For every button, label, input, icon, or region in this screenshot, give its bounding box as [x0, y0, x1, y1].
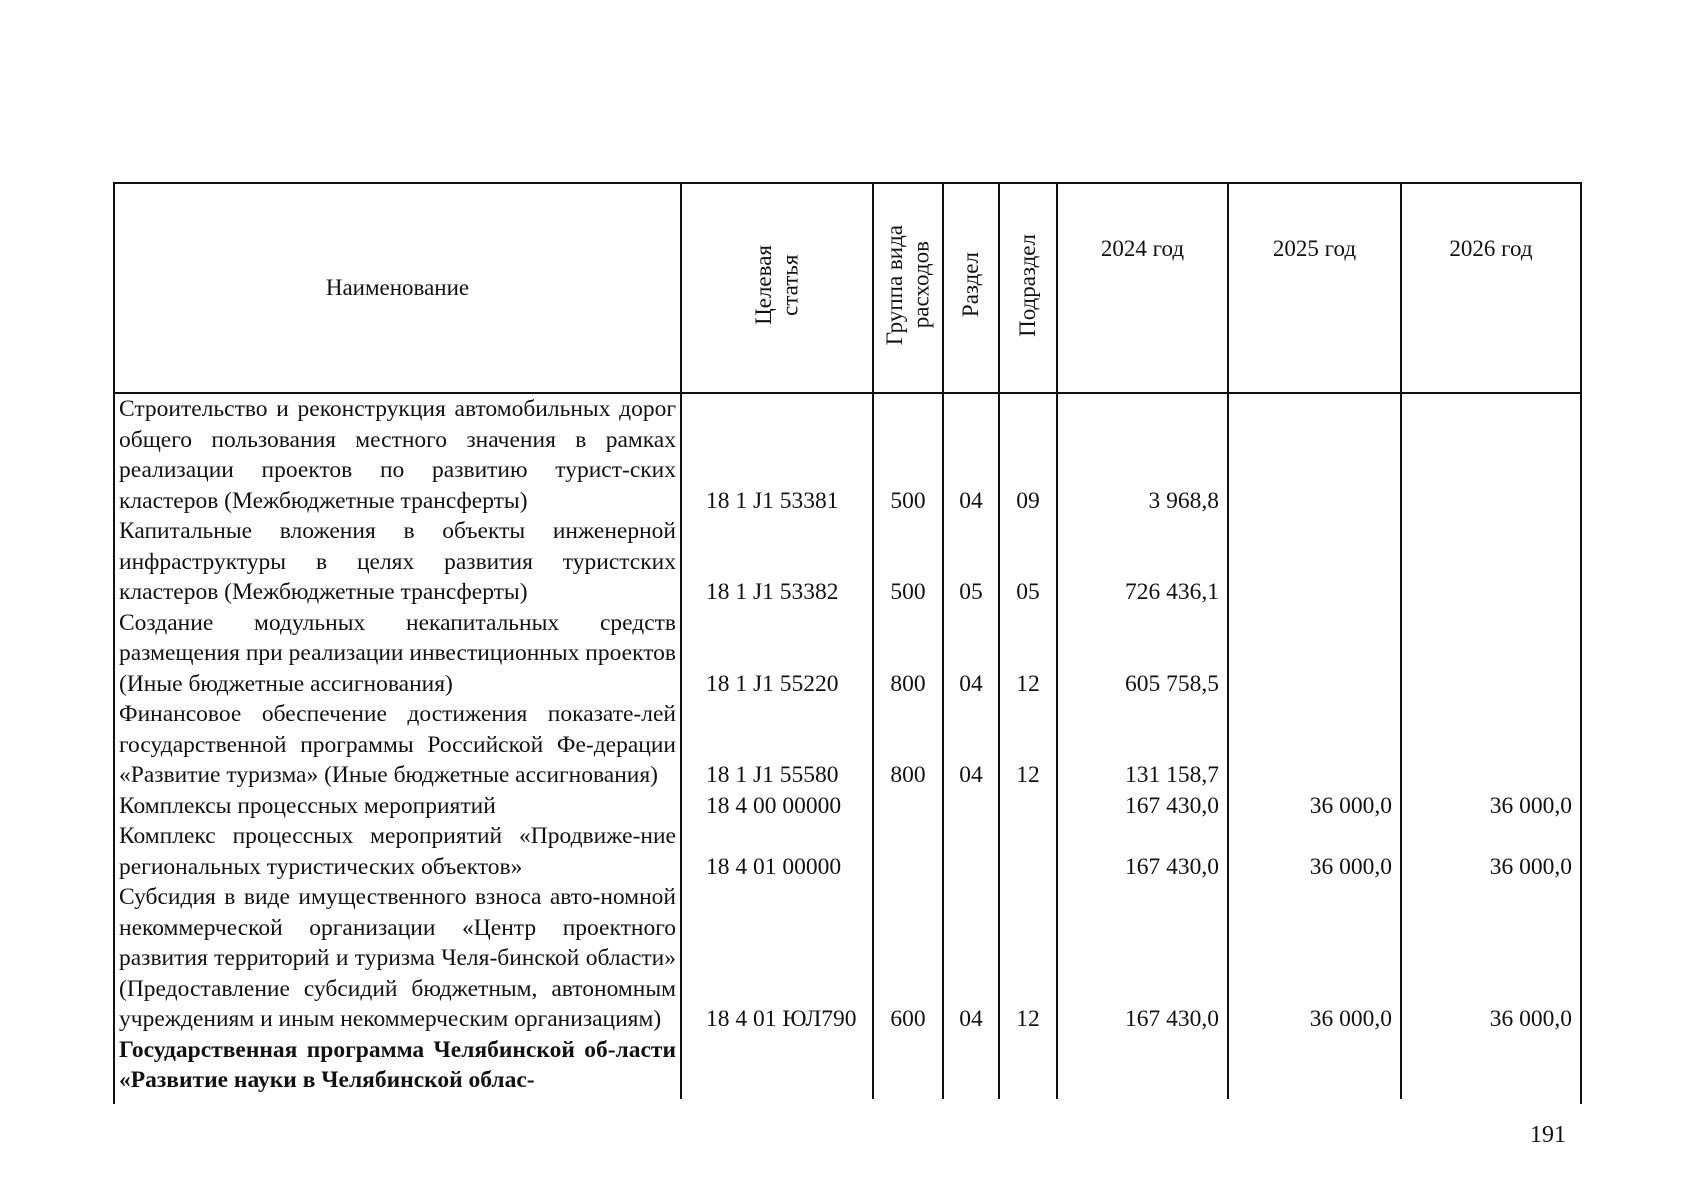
row-name: Капитальные вложения в объекты инженерной инфраструктуры в целях развития туристских кластеров (Межбюджетные трансферты) — [115, 516, 681, 608]
table-row — [115, 1035, 1580, 1099]
budget-table-frame — [113, 182, 1582, 1104]
row-amount-2024: 131 158,7 — [1057, 699, 1228, 791]
row-amount-2024: 3 968,8 — [1057, 393, 1228, 516]
row-amount-2026 — [1401, 699, 1580, 791]
row-target-article: 18 4 01 00000 — [681, 821, 873, 882]
row-subsection — [999, 791, 1057, 822]
row-amount-2025 — [1228, 608, 1401, 700]
row-expense-group: 800 — [873, 608, 943, 700]
row-amount-2025 — [1228, 699, 1401, 791]
row-target-article: 18 1 J1 55220 — [681, 608, 873, 700]
header-2024: 2024 год — [1057, 184, 1228, 393]
table-row — [115, 608, 1580, 700]
row-amount-2026: 36 000,0 — [1489, 853, 1572, 880]
row-section — [943, 1035, 999, 1099]
header-name: Наименование — [115, 184, 681, 393]
row-expense-group: 800 — [873, 699, 943, 791]
row-target-article: 18 4 01 ЮЛ790 — [681, 882, 873, 1035]
row-name: Финансовое обеспечение достижения показате-лей государственной программы Российской Фе-дерации «Развитие туризма» (Иные бюджетные ассигнования) — [115, 699, 681, 791]
row-expense-group — [873, 821, 943, 882]
row-amount-2025 — [1228, 516, 1401, 608]
row-expense-group — [873, 1035, 943, 1099]
table-row — [115, 882, 1580, 1035]
header-target-line2: статья — [777, 254, 802, 316]
row-section: 04 — [943, 882, 999, 1035]
row-section: 05 — [943, 516, 999, 608]
row-amount-2024 — [1057, 1035, 1228, 1099]
header-group-line2: расходов — [908, 241, 933, 329]
row-section: 04 — [943, 699, 999, 791]
header-target-article — [681, 184, 873, 393]
row-section: 04 — [943, 393, 999, 516]
row-expense-group: 500 — [873, 393, 943, 516]
row-target-article: 18 4 00 00000 — [681, 791, 873, 822]
row-amount-2025 — [1228, 393, 1401, 516]
row-name: Комплекс процессных мероприятий «Продвиже-ние региональных туристических объектов» — [115, 821, 681, 882]
row-amount-2024: 726 436,1 — [1057, 516, 1228, 608]
row-amount-2025 — [1228, 1035, 1401, 1099]
table-row — [115, 791, 1580, 822]
budget-table — [115, 184, 1580, 1099]
table-row — [115, 821, 1580, 882]
row-amount-2026: 36 000,0 — [1489, 792, 1572, 819]
row-name: Государственная программа Челябинской об-ласти «Развитие науки в Челябинской облас- — [115, 1035, 681, 1099]
row-target-article — [681, 1035, 873, 1099]
row-subsection: 12 — [999, 608, 1057, 700]
table-row — [115, 699, 1580, 791]
header-2026: 2026 год — [1401, 184, 1580, 393]
page-number: 191 — [1530, 1122, 1566, 1148]
row-expense-group: 600 — [873, 882, 943, 1035]
header-row — [115, 184, 1580, 393]
row-target-article: 18 1 J1 53381 — [681, 393, 873, 516]
row-amount-2025: 36 000,0 — [1228, 882, 1401, 1035]
row-amount-2024: 167 430,0 — [1057, 882, 1228, 1035]
row-expense-group: 500 — [873, 516, 943, 608]
row-amount-2026 — [1401, 1035, 1580, 1099]
header-group-line1: Группа вида — [881, 224, 907, 346]
row-subsection: 12 — [999, 699, 1057, 791]
header-expense-group — [873, 184, 943, 393]
header-subsection-label: Подраздел — [1014, 233, 1040, 337]
row-amount-2024: 605 758,5 — [1057, 608, 1228, 700]
row-target-article: 18 1 J1 55580 — [681, 699, 873, 791]
row-subsection — [999, 1035, 1057, 1099]
row-expense-group — [873, 791, 943, 822]
table-row — [115, 393, 1580, 516]
row-name: Строительство и реконструкция автомобильных дорог общего пользования местного значения в рамках реализации проектов по развитию турист-ских кластеров (Межбюджетные трансферты) — [115, 393, 681, 516]
row-amount-2025: 36 000,0 — [1228, 791, 1401, 822]
row-subsection: 09 — [999, 393, 1057, 516]
header-target-line1: Целевая — [750, 245, 776, 325]
row-amount-2025: 36 000,0 — [1228, 821, 1401, 882]
row-section — [943, 821, 999, 882]
row-section — [943, 791, 999, 822]
row-amount-2026 — [1401, 608, 1580, 700]
row-amount-2024: 167 430,0 — [1057, 821, 1228, 882]
header-section-label: Раздел — [957, 252, 983, 318]
header-subsection — [999, 184, 1057, 393]
row-amount-2026: 36 000,0 — [1489, 1006, 1572, 1032]
row-target-article: 18 1 J1 53382 — [681, 516, 873, 608]
row-name: Комплексы процессных мероприятий — [115, 791, 681, 822]
header-2025: 2025 год — [1228, 184, 1401, 393]
row-amount-2026 — [1401, 393, 1580, 516]
row-subsection: 12 — [999, 882, 1057, 1035]
row-subsection — [999, 821, 1057, 882]
table-row — [115, 516, 1580, 608]
row-amount-2024: 167 430,0 — [1057, 791, 1228, 822]
row-section: 04 — [943, 608, 999, 700]
row-subsection: 05 — [999, 516, 1057, 608]
row-amount-2026 — [1401, 516, 1580, 608]
header-section — [943, 184, 999, 393]
table-body — [115, 393, 1580, 1099]
row-name: Субсидия в виде имущественного взноса авто-номной некоммерческой организации «Центр проектного развития территорий и туризма Челя-бинской области» (Предоставление субсидий бюджетным, автономным учреждениям и иным некоммерческим организациям) — [115, 882, 681, 1035]
row-name: Создание модульных некапитальных средств размещения при реализации инвестиционных проектов (Иные бюджетные ассигнования) — [115, 608, 681, 700]
